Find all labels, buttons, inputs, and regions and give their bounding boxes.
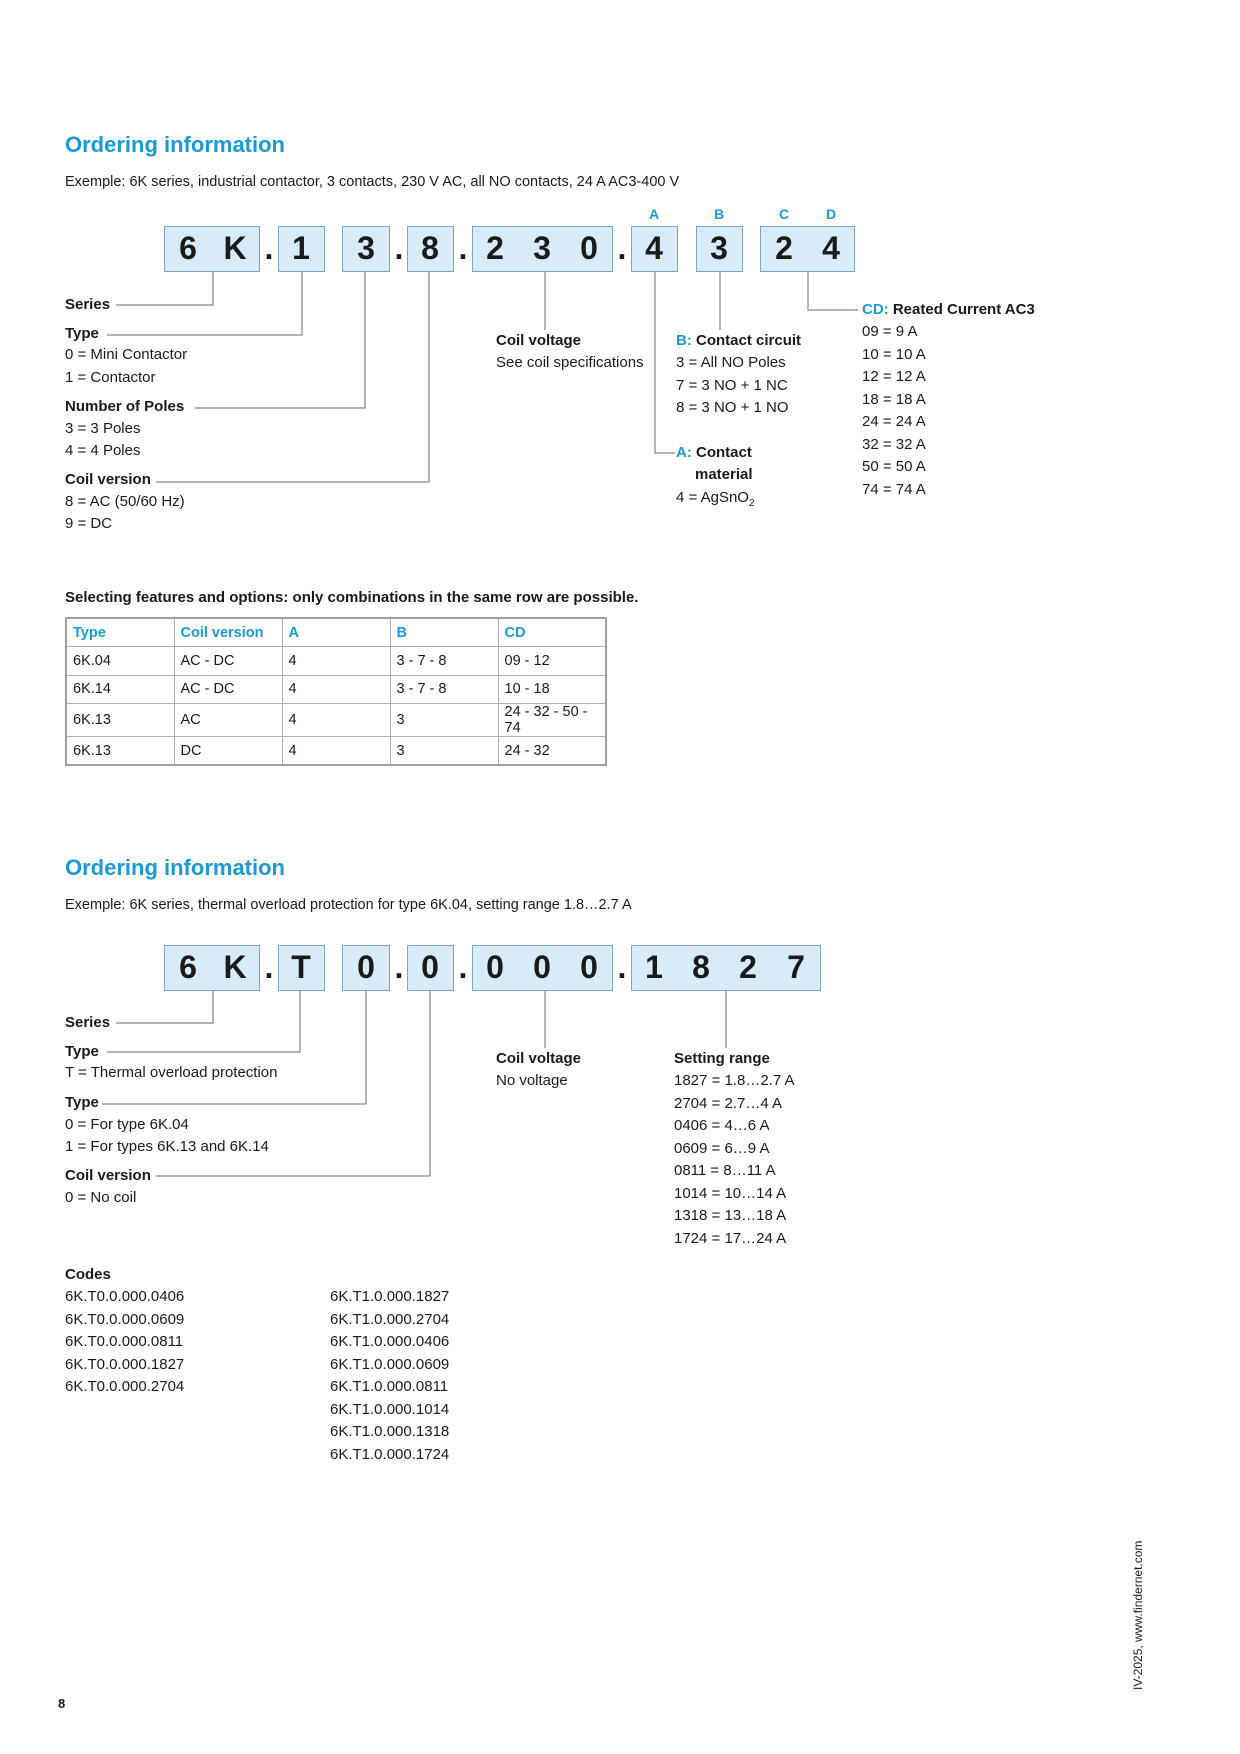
b-item: 8 = 3 NO + 1 NO	[676, 399, 789, 416]
code-entry: 6K.T1.0.000.0609	[330, 1355, 450, 1373]
options-header: B	[390, 618, 498, 647]
setting-item: 0609 = 6…9 A	[674, 1140, 770, 1157]
code-letter-a: A	[648, 206, 660, 222]
code-char: 0	[486, 949, 504, 985]
code-entry: 6K.T1.0.000.0406	[330, 1333, 450, 1350]
a-label-text-1: Contact	[696, 444, 752, 461]
code-entry: 6K.T1.0.000.1724	[330, 1445, 450, 1463]
code-char: 0	[357, 949, 375, 985]
code-dot: .	[394, 949, 404, 985]
b-prefix: B:	[676, 332, 692, 349]
code-entry: 6K.T1.0.000.1827	[330, 1288, 450, 1305]
table-cell: 4	[282, 647, 390, 676]
code-letter-d: D	[825, 206, 837, 222]
setting-item: 1827 = 1.8…2.7 A	[674, 1072, 795, 1089]
footer-side-text: IV-2025, www.findernet.com	[1131, 1540, 1145, 1690]
series-label: Series	[65, 296, 111, 313]
type-label-2: Type	[65, 1043, 99, 1060]
code-entry: 6K.T1.0.000.0811	[330, 1378, 449, 1395]
section1-example: Exemple: 6K series, industrial contactor, 3 contacts, 230 V AC, all NO contacts, 24 A AC3-400 V	[65, 174, 680, 190]
coil-voltage-label-2: Coil voltage	[496, 1050, 582, 1067]
codes-column-2	[330, 1286, 449, 1466]
table-cell: 4	[282, 675, 390, 704]
code-char: 7	[787, 949, 805, 985]
code-char: 6	[179, 949, 197, 985]
table-cell: DC	[174, 737, 282, 766]
code-char: 2	[739, 949, 757, 985]
code-char: T	[291, 949, 311, 985]
cd-prefix: CD:	[862, 301, 889, 318]
section2-example: Exemple: 6K series, thermal overload protection for type 6K.04, setting range 1.8…2.7 A	[65, 897, 632, 913]
code-dot: .	[394, 230, 404, 266]
table-cell: AC - DC	[174, 647, 282, 676]
a-item-text: 4 = AgSnO	[676, 489, 749, 506]
type-item: 1 = Contactor	[65, 369, 156, 386]
type2-item: 0 = For type 6K.04	[65, 1116, 189, 1133]
code-dot: .	[617, 230, 627, 266]
cd-item: 24 = 24 A	[862, 413, 926, 430]
table-cell: 10 - 18	[498, 675, 606, 704]
cd-label-text: Reated Current AC3	[892, 301, 1035, 318]
cd-item: 18 = 18 A	[862, 391, 926, 408]
code-char: K	[223, 949, 247, 985]
table-cell: 24 - 32 - 50 - 74	[498, 704, 606, 737]
cd-item: 10 = 10 A	[862, 346, 926, 363]
coil-version-label: Coil version	[65, 471, 151, 488]
b-item: 7 = 3 NO + 1 NC	[676, 377, 788, 394]
poles-item: 3 = 3 Poles	[65, 420, 141, 437]
table-cell: 3 - 7 - 8	[390, 647, 498, 676]
options-heading: Selecting features and options: only combinations in the same row are possible.	[65, 589, 639, 606]
table-cell: 24 - 32	[498, 737, 606, 766]
setting-item: 0811 = 8…11 A	[674, 1162, 776, 1179]
coil-version-item: 8 = AC (50/60 Hz)	[65, 493, 185, 510]
code-entry: 6K.T0.0.000.2704	[65, 1378, 185, 1395]
options-header: A	[282, 618, 390, 647]
a-item-subscript: 2	[748, 498, 755, 509]
series-label-2: Series	[65, 1014, 111, 1031]
table-cell: 6K.13	[66, 737, 174, 766]
table-cell: AC	[174, 704, 282, 737]
table-cell: AC - DC	[174, 675, 282, 704]
cd-item: 32 = 32 A	[862, 436, 926, 453]
coil-version-item-2: 0 = No coil	[65, 1189, 137, 1206]
code-entry: 6K.T0.0.000.0811	[65, 1333, 184, 1350]
coil-voltage-text-2: No voltage	[496, 1072, 568, 1089]
a-prefix: A:	[676, 444, 692, 461]
type-label: Type	[65, 325, 99, 342]
code-char: K	[223, 230, 247, 266]
a-label-line2: material	[695, 466, 753, 483]
coil-voltage-label: Coil voltage	[496, 332, 582, 349]
code-char: 3	[710, 230, 728, 266]
cd-item: 74 = 74 A	[862, 481, 926, 498]
type2-label: Type	[65, 1094, 99, 1111]
code-char: 6	[179, 230, 197, 266]
code-char: 8	[692, 949, 710, 985]
table-cell: 6K.13	[66, 704, 174, 737]
coil-version-item: 9 = DC	[65, 515, 113, 532]
code-char: 0	[580, 230, 598, 266]
code-char: 3	[533, 230, 551, 266]
setting-item: 2704 = 2.7…4 A	[674, 1095, 783, 1112]
setting-item: 1724 = 17…24 A	[674, 1230, 787, 1247]
code-char: 1	[292, 230, 310, 266]
setting-item: 1014 = 10…14 A	[674, 1185, 787, 1202]
type-item-2: T = Thermal overload protection	[65, 1064, 278, 1081]
code-char: 4	[645, 230, 663, 266]
code-dot: .	[458, 230, 468, 266]
section1-title: Ordering information	[65, 132, 285, 157]
code-letter-c: C	[778, 206, 790, 222]
page-number: 8	[58, 1696, 66, 1711]
options-header: Coil version	[174, 618, 282, 647]
cd-item: 09 = 9 A	[862, 323, 918, 340]
coil-version-label-2: Coil version	[65, 1167, 151, 1184]
code-dot: .	[617, 949, 627, 985]
table-cell: 3 - 7 - 8	[390, 675, 498, 704]
code-char: 3	[357, 230, 375, 266]
code-char: 2	[775, 230, 793, 266]
code-dot: .	[264, 230, 274, 266]
code-dot: .	[264, 949, 274, 985]
setting-item: 0406 = 4…6 A	[674, 1117, 770, 1134]
code-char: 1	[645, 949, 663, 985]
codes-column-1	[65, 1286, 184, 1399]
code-entry: 6K.T1.0.000.1318	[330, 1423, 450, 1440]
code-entry: 6K.T0.0.000.0609	[65, 1310, 185, 1328]
table-cell: 3	[390, 704, 498, 737]
poles-label: Number of Poles	[65, 398, 185, 415]
code-entry: 6K.T0.0.000.0406	[65, 1288, 185, 1305]
code-letter-b: B	[713, 206, 725, 222]
section2-title: Ordering information	[65, 855, 285, 880]
cd-item: 12 = 12 A	[862, 368, 926, 385]
setting-item: 1318 = 13…18 A	[674, 1207, 787, 1224]
code-char: 0	[533, 949, 551, 985]
code-char: 0	[580, 949, 598, 985]
code-entry: 6K.T1.0.000.2704	[330, 1310, 450, 1328]
options-header: CD	[498, 618, 606, 647]
coil-voltage-text: See coil specifications	[496, 354, 644, 371]
code-entry: 6K.T0.0.000.1827	[65, 1355, 185, 1373]
table-cell: 6K.14	[66, 675, 174, 704]
options-header: Type	[66, 618, 174, 647]
code-char: 4	[822, 230, 840, 266]
code-char: 2	[486, 230, 504, 266]
codes-label: Codes	[65, 1266, 111, 1283]
table-cell: 3	[390, 737, 498, 766]
type-item: 0 = Mini Contactor	[65, 346, 188, 363]
table-cell: 6K.04	[66, 647, 174, 676]
type2-item: 1 = For types 6K.13 and 6K.14	[65, 1138, 269, 1155]
setting-range-label: Setting range	[674, 1050, 770, 1067]
code-char: 8	[421, 230, 439, 266]
b-item: 3 = All NO Poles	[676, 354, 786, 371]
code-dot: .	[458, 949, 468, 985]
code-entry: 6K.T1.0.000.1014	[330, 1400, 450, 1418]
code-char: 0	[421, 949, 439, 985]
table-cell: 4	[282, 704, 390, 737]
poles-item: 4 = 4 Poles	[65, 442, 141, 459]
cd-item: 50 = 50 A	[862, 458, 926, 475]
table-cell: 09 - 12	[498, 647, 606, 676]
table-cell: 4	[282, 737, 390, 766]
b-label-text: Contact circuit	[696, 332, 802, 349]
